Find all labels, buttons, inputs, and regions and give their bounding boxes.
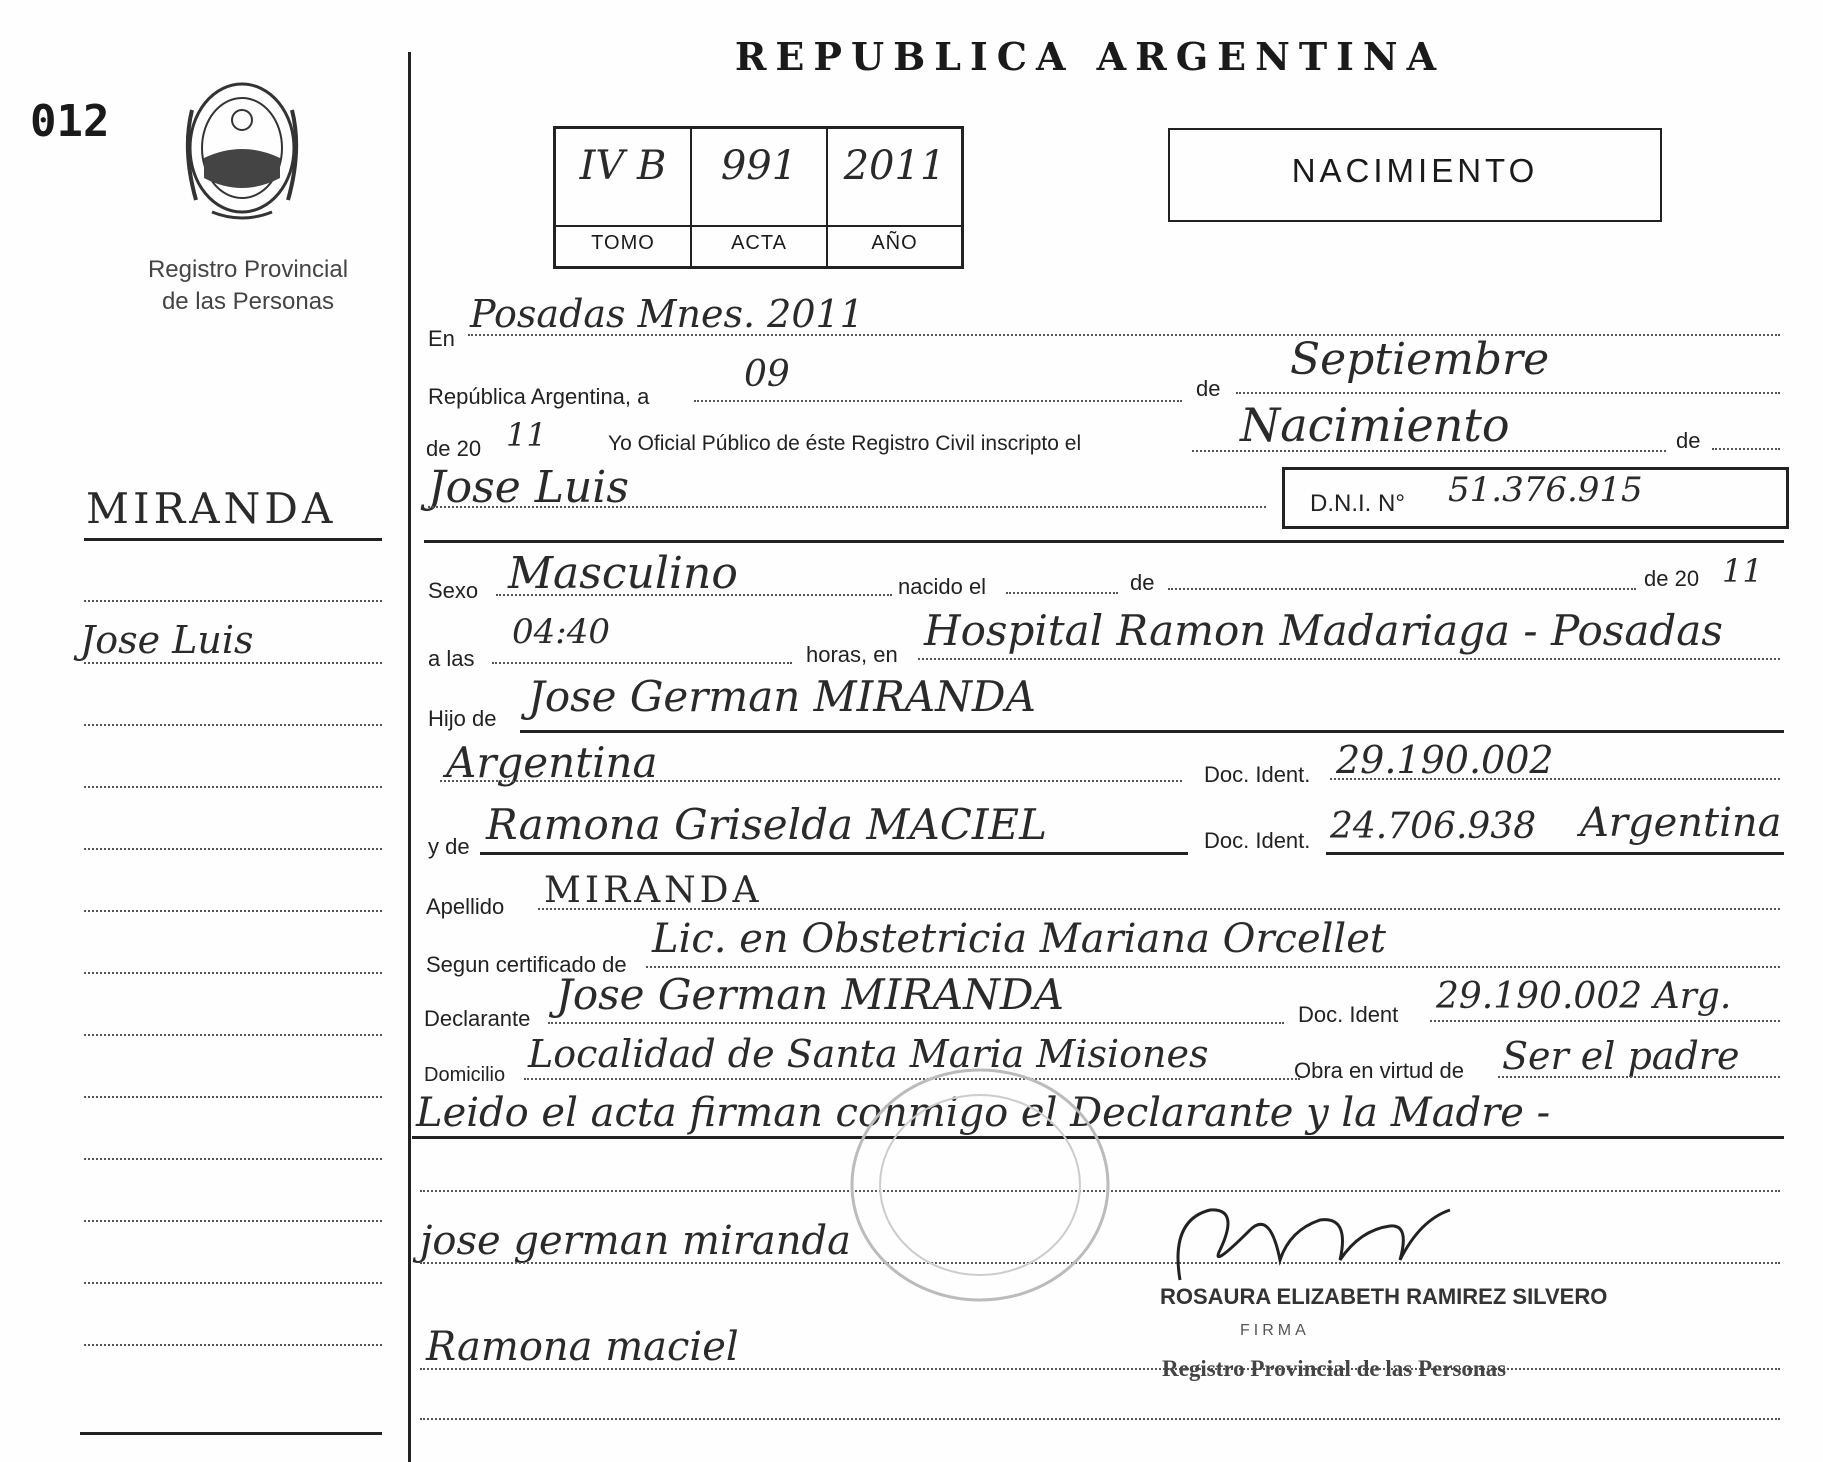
domicilio-label: Domicilio xyxy=(424,1064,506,1086)
de20-label-2: de 20 xyxy=(1644,566,1700,591)
official-office: Registro Provincial de las Personas xyxy=(1162,1356,1507,1381)
yde-label: y de xyxy=(428,834,470,859)
field-line xyxy=(1168,588,1636,590)
mother-doc-value: 24.706.938 xyxy=(1330,806,1537,847)
issuer-line-1: Registro Provincial xyxy=(147,256,349,283)
time-value: 04:40 xyxy=(512,612,610,652)
sidebar-line xyxy=(84,662,382,664)
sidebar-line xyxy=(84,1096,382,1098)
dni-value: 51.376.915 xyxy=(1448,470,1643,510)
father-signature: jose german miranda xyxy=(420,1218,851,1264)
sidebar-line xyxy=(84,600,382,602)
page-title: REPUBLICA ARGENTINA xyxy=(734,34,1446,79)
field-line xyxy=(1330,778,1780,780)
closing-statement: Leido el acta firman conmigo el Declarante y la Madre - xyxy=(416,1090,1551,1136)
sexo-label: Sexo xyxy=(428,578,479,603)
nacido-label: nacido el xyxy=(898,574,987,599)
father-doc-value: 29.190.002 xyxy=(1336,738,1554,782)
acta-value: 991 xyxy=(720,143,798,189)
field-line xyxy=(694,400,1182,402)
field-line xyxy=(492,662,792,664)
father-nationality-value: Argentina xyxy=(446,738,658,787)
day-value: 09 xyxy=(744,354,790,395)
sidebar-line xyxy=(84,1034,382,1036)
field-line xyxy=(548,1022,1284,1024)
doc-label: Doc. Ident. xyxy=(1204,762,1311,787)
alas-label: a las xyxy=(428,646,475,671)
declarant-value: Jose German MIRANDA xyxy=(556,970,1064,1019)
sidebar-line xyxy=(84,910,382,912)
act-kind-value: Nacimiento xyxy=(1240,398,1510,452)
field-line xyxy=(538,908,1780,910)
doc-label-3: Doc. Ident xyxy=(1298,1002,1399,1027)
doc-label-2: Doc. Ident. xyxy=(1204,828,1311,853)
column-divider xyxy=(408,52,411,1462)
provincial-seal-emblem xyxy=(172,70,312,230)
sidebar-line xyxy=(84,724,382,726)
field-line xyxy=(1498,1076,1780,1078)
official-name: ROSAURA ELIZABETH RAMIREZ SILVERO xyxy=(1160,1284,1608,1309)
sidebar-surname-rule xyxy=(84,538,382,541)
sidebar-line xyxy=(84,972,382,974)
sidebar-line xyxy=(84,786,382,788)
sidebar-given-names: Jose Luis xyxy=(80,618,254,662)
field-rule xyxy=(1326,852,1784,855)
month-value: Septiembre xyxy=(1290,334,1550,385)
sidebar-line xyxy=(84,1282,382,1284)
acta-label: ACTA xyxy=(731,232,787,254)
tomo-value: IV B xyxy=(579,143,667,189)
field-line xyxy=(918,658,1780,660)
registry-stamp xyxy=(840,1060,1120,1310)
dni-label: D.N.I. N° xyxy=(1310,490,1405,517)
field-line xyxy=(1430,1020,1780,1022)
field-line xyxy=(468,334,1780,336)
de20-label: de 20 xyxy=(426,436,482,461)
oficial-label: Yo Oficial Público de éste Registro Civil inscripto el xyxy=(608,432,1082,455)
field-line xyxy=(420,1368,1780,1370)
republica-label: República Argentina, a xyxy=(428,384,650,409)
sidebar-surname: MIRANDA xyxy=(86,484,337,533)
declarante-label: Declarante xyxy=(424,1006,531,1031)
en-label: En xyxy=(428,326,455,351)
field-line xyxy=(1712,448,1780,450)
de-label: de xyxy=(1196,376,1221,401)
anio-value: 2011 xyxy=(843,143,946,189)
place-value: Posadas Mnes. 2011 xyxy=(470,292,864,336)
apellido-label: Apellido xyxy=(426,894,505,919)
de-label-2: de xyxy=(1676,428,1701,453)
register-table xyxy=(553,126,964,269)
field-line xyxy=(1236,392,1780,394)
mother-signature: Ramona maciel xyxy=(426,1324,739,1370)
hijo-label: Hijo de xyxy=(428,706,497,731)
year-suffix: 11 xyxy=(506,416,547,454)
surname-value: MIRANDA xyxy=(544,870,763,911)
sidebar-line xyxy=(84,1158,382,1160)
issuer-line-2: de las Personas xyxy=(161,288,335,315)
field-line xyxy=(440,780,1182,782)
sidebar-line xyxy=(84,848,382,850)
de-label-3: de xyxy=(1130,570,1155,595)
segun-label: Segun certificado de xyxy=(426,952,627,977)
record-number: 012 xyxy=(30,96,110,147)
official-role: FIRMA xyxy=(1240,1322,1310,1339)
child-name-value: Jose Luis xyxy=(428,462,629,513)
horas-label: horas, en xyxy=(806,642,898,667)
sidebar-bottom-rule xyxy=(80,1432,382,1435)
section-rule xyxy=(424,540,1784,543)
certificate-value: Lic. en Obstetricia Mariana Orcellet xyxy=(652,916,1386,962)
field-line xyxy=(420,1418,1780,1420)
capacity-value: Ser el padre xyxy=(1502,1034,1740,1078)
field-rule xyxy=(520,730,1784,733)
field-line xyxy=(496,594,892,596)
field-rule xyxy=(480,852,1188,855)
obra-label: Obra en virtud de xyxy=(1294,1058,1464,1083)
address-value: Localidad de Santa Maria Misiones xyxy=(528,1032,1209,1076)
birth-year-suffix: 11 xyxy=(1722,552,1763,590)
field-line xyxy=(646,966,1780,968)
sidebar-line xyxy=(84,1344,382,1346)
tomo-label: TOMO xyxy=(591,232,655,254)
field-line xyxy=(428,506,1266,508)
sidebar-line xyxy=(84,1220,382,1222)
birth-place-value: Hospital Ramon Madariaga - Posadas xyxy=(924,606,1723,655)
record-type: NACIMIENTO xyxy=(1291,152,1539,189)
mother-nationality-value: Argentina xyxy=(1580,800,1782,846)
declarant-doc-value: 29.190.002 Arg. xyxy=(1436,976,1732,1017)
father-value: Jose German MIRANDA xyxy=(528,672,1036,721)
mother-value: Ramona Griselda MACIEL xyxy=(486,800,1047,849)
sex-value: Masculino xyxy=(508,548,738,599)
anio-label: AÑO xyxy=(871,232,918,254)
field-line xyxy=(1006,592,1118,594)
